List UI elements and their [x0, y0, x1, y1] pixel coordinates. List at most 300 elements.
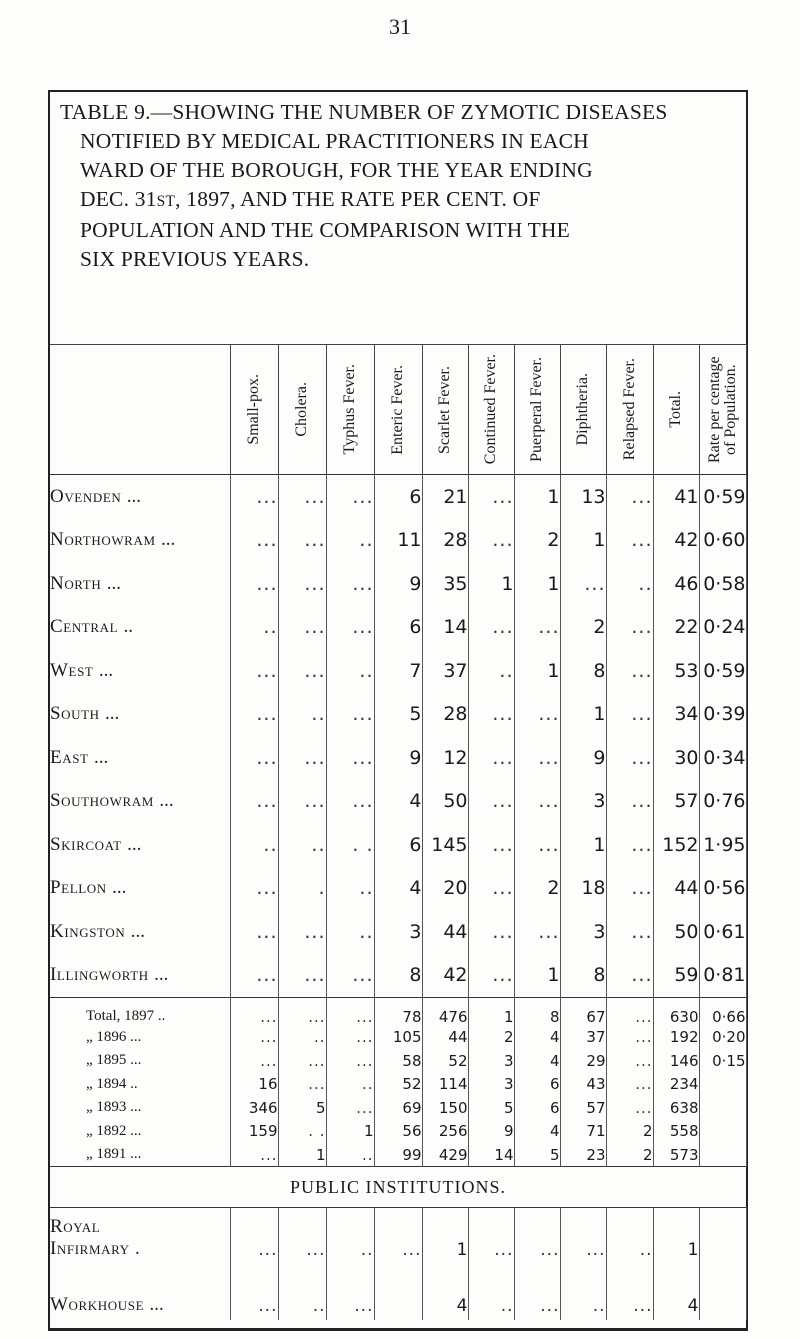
table-cell: 42: [422, 954, 468, 998]
page-number: 31: [389, 14, 411, 39]
table-cell: ...: [230, 562, 278, 606]
table-cell: ...: [606, 475, 653, 519]
table-cell: ...: [326, 562, 374, 606]
table-cell: ...: [230, 910, 278, 954]
table-cell: 3: [374, 910, 422, 954]
table-cell: ...: [606, 954, 653, 998]
title-line-4: [60, 185, 740, 216]
row-label: [50, 1026, 230, 1050]
table-cell: 4: [374, 867, 422, 911]
ward-row: [50, 910, 746, 954]
ward-row: [50, 780, 746, 824]
table-cell: 558: [653, 1120, 699, 1144]
row-label: [50, 1049, 230, 1073]
ward-row: [50, 954, 746, 998]
table-cell: ..: [468, 1264, 514, 1320]
table-cell: ...: [230, 475, 278, 519]
table-cell: 4: [653, 1264, 699, 1320]
table-cell: 8: [514, 998, 560, 1026]
ward-row: [50, 519, 746, 563]
table-cell: 14: [422, 606, 468, 650]
table-cell: 4: [374, 780, 422, 824]
table-cell: ...: [278, 780, 326, 824]
table-cell: [699, 1264, 746, 1320]
table-cell: ...: [468, 823, 514, 867]
table-cell: 1·95: [699, 823, 746, 867]
table-cell: 346: [230, 1096, 278, 1120]
leader-dots: ...: [127, 833, 142, 855]
table-cell: [699, 1143, 746, 1167]
table-cell: ..: [326, 910, 374, 954]
ward-row: [50, 867, 746, 911]
table-cell: ...: [514, 910, 560, 954]
row-label-text: Illingworth: [50, 964, 149, 985]
table-cell: 1: [514, 954, 560, 998]
table-cell: ...: [326, 693, 374, 737]
table-cell: 4: [514, 1120, 560, 1144]
table-cell: 4: [514, 1026, 560, 1050]
table-cell: ...: [230, 693, 278, 737]
table-cell: ...: [468, 475, 514, 519]
table-cell: 30: [653, 736, 699, 780]
table-cell: 44: [422, 1026, 468, 1050]
leader-dots: ...: [130, 1122, 142, 1139]
table-cell: ...: [606, 1264, 653, 1320]
table-cell: . .: [326, 823, 374, 867]
table-cell: 9: [468, 1120, 514, 1144]
row-label-text: Total, 1897: [86, 1008, 155, 1024]
table-cell: ..: [606, 1208, 653, 1264]
table-cell: ..: [230, 606, 278, 650]
header-cell: Small-pox.: [230, 345, 278, 475]
leader-dots: ...: [126, 485, 141, 507]
table-cell: 0·58: [699, 562, 746, 606]
table-cell: 43: [560, 1073, 606, 1097]
row-label-text: Workhouse: [50, 1293, 145, 1315]
table-cell: [374, 1264, 422, 1320]
table-cell: ...: [468, 780, 514, 824]
row-label-text: Central: [50, 616, 119, 638]
table-cell: 105: [374, 1026, 422, 1050]
table-cell: 0·59: [699, 649, 746, 693]
header-cell: Puerperal Fever.: [514, 345, 560, 475]
table-cell: 0·39: [699, 693, 746, 737]
header-cell: Relapsed Fever.: [606, 345, 653, 475]
table-cell: ...: [326, 736, 374, 780]
table-cell: 11: [374, 519, 422, 563]
row-label-text: Ovenden: [50, 485, 122, 507]
table-cell: ...: [326, 954, 374, 998]
table-cell: ...: [514, 693, 560, 737]
table-cell: ...: [468, 867, 514, 911]
table-cell: 1: [560, 519, 606, 563]
table-cell: ...: [514, 736, 560, 780]
table-cell: 1: [514, 649, 560, 693]
table-cell: [699, 1073, 746, 1097]
table-cell: 145: [422, 823, 468, 867]
leader-dots: ...: [130, 1028, 142, 1045]
row-label: [50, 519, 230, 563]
table-cell: ...: [606, 823, 653, 867]
row-label: [50, 954, 230, 998]
table-cell: 0·76: [699, 780, 746, 824]
table-cell: ..: [468, 649, 514, 693]
table-cell: 234: [653, 1073, 699, 1097]
title-line-1: TABLE 9.—SHOWING THE NUMBER OF ZYMOTIC DISEASES: [60, 100, 668, 124]
row-label-text: „ 1895: [86, 1052, 127, 1069]
row-label: [50, 606, 230, 650]
table-cell: 44: [653, 867, 699, 911]
row-label: [50, 1208, 230, 1264]
table-cell: .: [278, 867, 326, 911]
row-label: [50, 910, 230, 954]
table-cell: 18: [560, 867, 606, 911]
table-cell: 69: [374, 1096, 422, 1120]
table-cell: 9: [374, 736, 422, 780]
header-cell: Diphtheria.: [560, 345, 606, 475]
table-cell: 34: [653, 693, 699, 737]
table-cell: 37: [560, 1026, 606, 1050]
table-cell: ...: [468, 736, 514, 780]
table-cell: 5: [374, 693, 422, 737]
ward-row: [50, 475, 746, 519]
table-cell: 1: [653, 1208, 699, 1264]
table-cell: 53: [653, 649, 699, 693]
row-label-text: Kingston: [50, 920, 126, 942]
table-cell: ...: [468, 606, 514, 650]
table-cell: 14: [468, 1143, 514, 1167]
header-cell: Total.: [653, 345, 699, 475]
ward-row: [50, 562, 746, 606]
table-cell: ...: [230, 954, 278, 998]
row-label-text: North: [50, 572, 102, 594]
table-cell: 78: [374, 998, 422, 1026]
row-label: [50, 823, 230, 867]
table-cell: ..: [606, 562, 653, 606]
leader-dots: ..: [157, 1008, 166, 1024]
table-cell: 8: [560, 954, 606, 998]
year-row: [50, 1049, 746, 1073]
year-row: [50, 1096, 746, 1120]
table-cell: 159: [230, 1120, 278, 1144]
table-cell: 638: [653, 1096, 699, 1120]
row-label-text: Southowram: [50, 790, 154, 812]
row-label: [50, 693, 230, 737]
table-cell: 9: [560, 736, 606, 780]
table-cell: ...: [606, 1049, 653, 1073]
leader-dots: ...: [154, 964, 169, 985]
table-cell: 22: [653, 606, 699, 650]
table-cell: 2: [560, 606, 606, 650]
row-label: [50, 562, 230, 606]
row-label: [50, 475, 230, 519]
table-cell: ..: [278, 1264, 326, 1320]
row-label-text: West: [50, 659, 94, 681]
table-cell: 16: [230, 1073, 278, 1097]
leader-dots: ...: [105, 703, 120, 725]
row-label-text: Royal: [50, 1215, 101, 1237]
table-cell: ...: [230, 649, 278, 693]
table-cell: 1: [422, 1208, 468, 1264]
table-cell: ...: [326, 1096, 374, 1120]
title-line-4-sup: ST: [156, 193, 176, 210]
table-cell: ...: [278, 1208, 326, 1264]
table-cell: ...: [326, 475, 374, 519]
table-cell: ...: [230, 1143, 278, 1167]
table-cell: 56: [374, 1120, 422, 1144]
table-cell: 0·15: [699, 1049, 746, 1073]
table-cell: ...: [230, 1049, 278, 1073]
table-cell: 3: [560, 780, 606, 824]
table-cell: 0·20: [699, 1026, 746, 1050]
table-cell: ..: [278, 823, 326, 867]
table-cell: 5: [514, 1143, 560, 1167]
table-cell: 0·24: [699, 606, 746, 650]
table-cell: 29: [560, 1049, 606, 1073]
table-cell: 573: [653, 1143, 699, 1167]
table-cell: 8: [374, 954, 422, 998]
table-cell: ...: [560, 1208, 606, 1264]
table-cell: 1: [514, 562, 560, 606]
table-cell: ...: [230, 1264, 278, 1320]
table-cell: ...: [230, 867, 278, 911]
table-cell: ..: [326, 519, 374, 563]
table-cell: ...: [514, 780, 560, 824]
table-cell: ...: [326, 606, 374, 650]
row-label-text: South: [50, 703, 100, 725]
table-cell: 1: [468, 562, 514, 606]
table-cell: ...: [514, 606, 560, 650]
table-cell: ...: [606, 649, 653, 693]
table-cell: ...: [278, 519, 326, 563]
row-label-text: „ 1894: [86, 1075, 127, 1092]
table-cell: ..: [278, 693, 326, 737]
table-cell: ...: [230, 1208, 278, 1264]
table-cell: ...: [278, 606, 326, 650]
table-cell: 5: [468, 1096, 514, 1120]
table-cell: 21: [422, 475, 468, 519]
table-cell: 6: [374, 475, 422, 519]
table-cell: 192: [653, 1026, 699, 1050]
table-cell: ...: [278, 910, 326, 954]
table-cell: 9: [374, 562, 422, 606]
table-cell: ...: [278, 736, 326, 780]
institution-row: [50, 1264, 746, 1320]
table-cell: 1: [326, 1120, 374, 1144]
table-cell: 6: [514, 1096, 560, 1120]
table-title: [60, 98, 740, 274]
row-label-text: Infirmary: [50, 1237, 130, 1259]
row-label: [50, 780, 230, 824]
table-cell: 5: [278, 1096, 326, 1120]
table-cell: ...: [374, 1208, 422, 1264]
table-cell: 152: [653, 823, 699, 867]
table-cell: 50: [422, 780, 468, 824]
table-cell: ...: [278, 998, 326, 1026]
frame-top-rule: [48, 90, 748, 92]
leader-dots: ...: [98, 659, 114, 681]
table-cell: 1: [278, 1143, 326, 1167]
ward-row: [50, 649, 746, 693]
table-cell: ..: [326, 1208, 374, 1264]
table-cell: . .: [278, 1120, 326, 1144]
table-cell: ...: [278, 562, 326, 606]
row-label: [50, 867, 230, 911]
title-line-4-b: , 1897, AND THE RATE PER CENT. OF: [175, 187, 541, 211]
year-row: [50, 998, 746, 1026]
table-cell: ..: [326, 1143, 374, 1167]
table-cell: ...: [278, 1073, 326, 1097]
table-cell: 0·60: [699, 519, 746, 563]
table-cell: ...: [230, 998, 278, 1026]
table-cell: 99: [374, 1143, 422, 1167]
row-label-text: „ 1896: [86, 1028, 127, 1045]
table-cell: 0·34: [699, 736, 746, 780]
table-cell: 6: [374, 606, 422, 650]
row-label-text: „ 1893: [86, 1099, 127, 1116]
ward-row: [50, 823, 746, 867]
table-cell: ...: [468, 954, 514, 998]
header-cell: Cholera.: [278, 345, 326, 475]
table-cell: 35: [422, 562, 468, 606]
leader-dots: ..: [123, 616, 134, 638]
table-cell: ...: [606, 780, 653, 824]
table-cell: 44: [422, 910, 468, 954]
table-cell: 20: [422, 867, 468, 911]
table-cell: ..: [560, 1264, 606, 1320]
institution-row: [50, 1208, 746, 1264]
table-cell: 630: [653, 998, 699, 1026]
leader-dots: ...: [149, 1293, 164, 1315]
table-cell: 41: [653, 475, 699, 519]
table-cell: ...: [606, 606, 653, 650]
table-cell: 3: [560, 910, 606, 954]
table-cell: ...: [606, 998, 653, 1026]
row-label-text: „ 1891: [86, 1146, 127, 1162]
row-label: [50, 1264, 230, 1320]
table-cell: 114: [422, 1073, 468, 1097]
table-cell: 8: [560, 649, 606, 693]
table-cell: ...: [468, 519, 514, 563]
leader-dots: ...: [159, 790, 174, 812]
ward-row: [50, 736, 746, 780]
row-label: [50, 1073, 230, 1097]
title-line-5: POPULATION AND THE COMPARISON WITH THE: [80, 218, 570, 242]
table-cell: ..: [326, 1073, 374, 1097]
table-cell: 42: [653, 519, 699, 563]
table-cell: ..: [326, 649, 374, 693]
table-cell: 429: [422, 1143, 468, 1167]
table-cell: ...: [230, 519, 278, 563]
table-cell: ...: [468, 1208, 514, 1264]
table-cell: ...: [606, 1096, 653, 1120]
row-label-text: Pellon: [50, 877, 107, 899]
table-cell: 71: [560, 1120, 606, 1144]
table-cell: ...: [606, 736, 653, 780]
table-cell: [699, 1096, 746, 1120]
table-cell: 52: [422, 1049, 468, 1073]
table-cell: 2: [606, 1143, 653, 1167]
table-cell: 1: [468, 998, 514, 1026]
table-cell: 52: [374, 1073, 422, 1097]
row-label-text: Skircoat: [50, 833, 122, 855]
header-cell: Scarlet Fever.: [422, 345, 468, 475]
table-cell: 12: [422, 736, 468, 780]
title-line-3: WARD OF THE BOROUGH, FOR THE YEAR ENDING: [80, 158, 593, 182]
leader-dots: ...: [106, 572, 121, 594]
table-cell: [699, 1208, 746, 1264]
year-row: [50, 1120, 746, 1144]
row-label: [50, 649, 230, 693]
table-cell: 2: [514, 519, 560, 563]
table-cell: ..: [230, 823, 278, 867]
leader-dots: ...: [112, 877, 127, 899]
table-cell: 2: [514, 867, 560, 911]
table-cell: 0·56: [699, 867, 746, 911]
table-cell: 59: [653, 954, 699, 998]
table-cell: ...: [278, 649, 326, 693]
title-line-4-a: DEC. 31: [80, 187, 157, 211]
leader-dots: ..: [130, 1075, 138, 1092]
public-institutions-row: [50, 1167, 746, 1208]
table-cell: ...: [278, 954, 326, 998]
table-cell: ..: [278, 1026, 326, 1050]
row-label: [50, 1096, 230, 1120]
row-label: [50, 1120, 230, 1144]
table-cell: ...: [606, 1026, 653, 1050]
row-label: [50, 998, 230, 1026]
ward-row: [50, 693, 746, 737]
table-cell: ...: [230, 1026, 278, 1050]
table-cell: 57: [653, 780, 699, 824]
table-cell: 3: [468, 1049, 514, 1073]
table-cell: ...: [606, 1073, 653, 1097]
table-cell: ...: [606, 519, 653, 563]
row-label: [50, 736, 230, 780]
table-cell: 256: [422, 1120, 468, 1144]
header-cell: Enteric Fever.: [374, 345, 422, 475]
table-cell: ...: [468, 910, 514, 954]
table-cell: ...: [230, 780, 278, 824]
table-cell: 1: [560, 693, 606, 737]
table-cell: ..: [326, 867, 374, 911]
table-cell: 1: [560, 823, 606, 867]
leader-dots: ...: [130, 1052, 142, 1069]
table-body: [50, 475, 746, 1320]
table-cell: 57: [560, 1096, 606, 1120]
frame-bottom-rule: [48, 1328, 748, 1331]
table-cell: 3: [468, 1073, 514, 1097]
table-cell: 67: [560, 998, 606, 1026]
table-cell: 4: [514, 1049, 560, 1073]
table-cell: 476: [422, 998, 468, 1026]
year-row: [50, 1073, 746, 1097]
row-label: [50, 1143, 230, 1167]
table-cell: ...: [514, 1264, 560, 1320]
table-cell: 0·81: [699, 954, 746, 998]
header-corner: [50, 345, 230, 475]
title-line-6: SIX PREVIOUS YEARS.: [80, 247, 310, 271]
table-cell: ...: [606, 867, 653, 911]
table-cell: 0·66: [699, 998, 746, 1026]
table-cell: ...: [468, 693, 514, 737]
row-label-text: Northowram: [50, 529, 156, 551]
table-cell: [699, 1120, 746, 1144]
table-cell: 6: [514, 1073, 560, 1097]
table-cell: 28: [422, 519, 468, 563]
leader-dots: ...: [130, 920, 145, 942]
table-cell: 0·61: [699, 910, 746, 954]
